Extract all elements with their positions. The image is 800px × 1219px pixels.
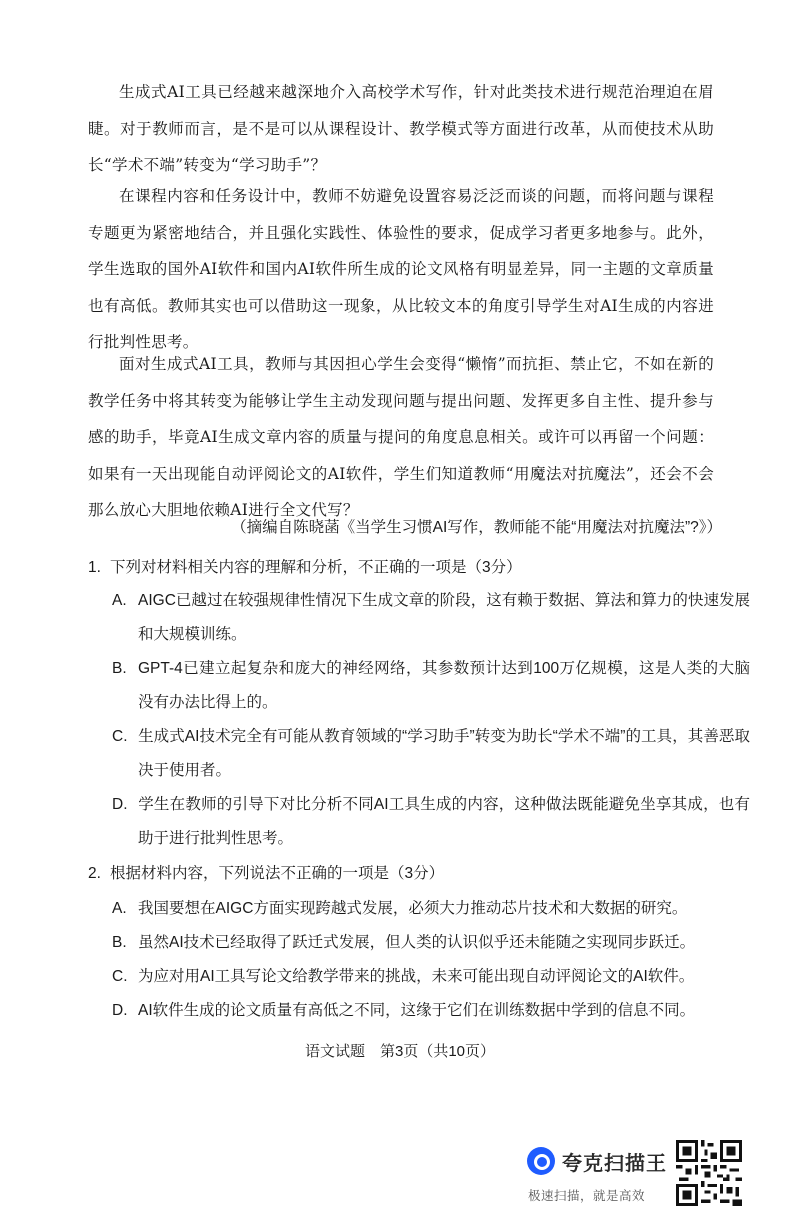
scanner-slogan: 极速扫描，就是高效	[528, 1188, 646, 1203]
option-letter: B.	[112, 934, 127, 951]
qr-code-icon	[676, 1140, 742, 1206]
question-1-option-b	[112, 652, 750, 720]
question-text: 根据材料内容，下列说法不正确的一项是（3分）	[110, 865, 445, 882]
question-1-stem	[88, 556, 728, 580]
passage-source: （摘编自陈晓菡《当学生习惯AI写作，教师能不能“用魔法对抗魔法”?》）	[231, 519, 722, 536]
question-2-option-d	[112, 994, 750, 1028]
question-2-option-c	[112, 960, 750, 994]
option-text: 生成式AI技术完全有可能从教育领域的“学习助手”转变为助长“学术不端”的工具，其善恶取决于使用者。	[138, 728, 750, 779]
scanner-logo-icon	[527, 1147, 555, 1175]
scanner-brand: 夸克扫描王	[562, 1151, 667, 1175]
option-text: GPT-4已建立起复杂和庞大的神经网络，其参数预计达到100万亿规模，这是人类的大脑没有办法比得上的。	[138, 660, 750, 711]
page-footer: 语文试题 第3页（共10页）	[304, 1043, 496, 1060]
option-letter: C.	[112, 968, 128, 985]
option-letter: C.	[112, 728, 128, 745]
question-text: 下列对材料相关内容的理解和分析，不正确的一项是（3分）	[110, 559, 522, 576]
option-text: 我国要想在AIGC方面实现跨越式发展，必须大力推动芯片技术和大数据的研究。	[138, 900, 688, 917]
passage-paragraph-1: 生成式AI工具已经越来越深地介入高校学术写作，针对此类技术进行规范治理迫在眉睫。对于教师而言，是不是可以从课程设计、教学模式等方面进行改革，从而使技术从助长“学术不端”转变为“学习助手”？	[88, 83, 714, 174]
passage-paragraph-3: 面对生成式AI工具，教师与其因担心学生会变得“懒惰”而抗拒、禁止它，不如在新的教学任务中将其转变为能够让学生主动发现问题与提出问题、发挥更多自主性、提升参与感的助手，毕竟AI生成文章内容的质量与提问的角度息息相关。或许可以再留一个问题：如果有一天出现能自动评阅论文的AI软件，学生们知道教师“用魔法对抗魔法”，还会不会那么放心大胆地依赖AI进行全文代写？	[88, 355, 714, 519]
question-number: 1.	[88, 559, 101, 576]
option-letter: D.	[112, 796, 128, 813]
scanner-watermark	[524, 1143, 674, 1209]
question-1-option-c	[112, 720, 750, 788]
question-1-option-a	[112, 584, 750, 652]
option-text: AI软件生成的论文质量有高低之不同，这缘于它们在训练数据中学到的信息不同。	[138, 1002, 696, 1019]
passage-paragraph-2: 在课程内容和任务设计中，教师不妨避免设置容易泛泛而谈的问题，而将问题与课程专题更为紧密地结合，并且强化实践性、体验性的要求，促成学习者更多地参与。此外，学生选取的国外AI软件和国内AI软件所生成的论文风格有明显差异，同一主题的文章质量也有高低。教师其实也可以借助这一现象，从比较文本的角度引导学生对AI生成的内容进行批判性思考。	[88, 187, 714, 351]
option-text: 虽然AI技术已经取得了跃迁式发展，但人类的认识似乎还未能随之实现同步跃迁。	[138, 934, 696, 951]
option-letter: A.	[112, 592, 127, 609]
question-1-option-d	[112, 788, 750, 856]
question-2-option-b	[112, 926, 750, 960]
option-text: 学生在教师的引导下对比分析不同AI工具生成的内容，这种做法既能避免坐享其成，也有助于进行批判性思考。	[138, 796, 750, 847]
option-text: AIGC已越过在较强规律性情况下生成文章的阶段，这有赖于数据、算法和算力的快速发展和大规模训练。	[138, 592, 750, 643]
option-letter: B.	[112, 660, 127, 677]
option-letter: A.	[112, 900, 127, 917]
question-2-option-a	[112, 892, 750, 926]
option-text: 为应对用AI工具写论文给教学带来的挑战，未来可能出现自动评阅论文的AI软件。	[138, 968, 695, 985]
question-2-stem	[88, 862, 728, 886]
question-number: 2.	[88, 865, 101, 882]
option-letter: D.	[112, 1002, 128, 1019]
